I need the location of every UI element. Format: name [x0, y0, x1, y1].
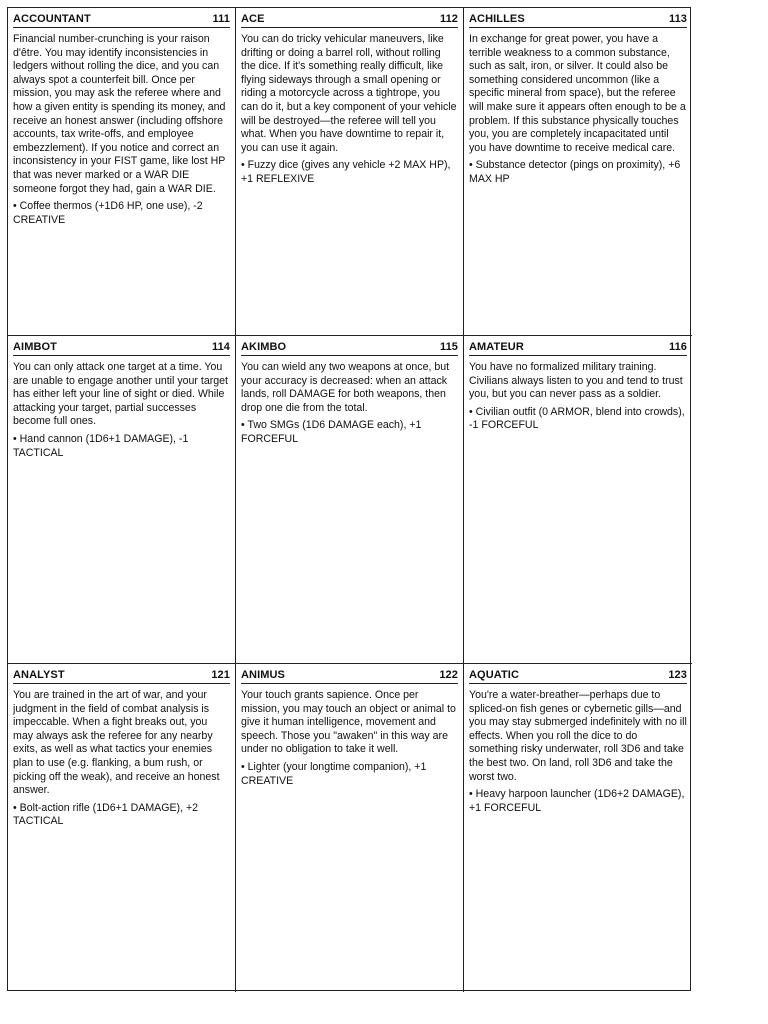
card-description: You can wield any two weapons at once, but your accuracy is decreased: when an attack lands, roll DAMAGE for both weapons, then drop one die from the total. [241, 361, 450, 414]
card-number: 111 [212, 13, 230, 25]
card-description: Financial number-crunching is your raison d'être. You may identify inconsistencies in ledgers without rolling the dice, and you can always spot a counterfeit bill. Once per mission, you may ask the referee where and how a given entity is spending its money, and receive an honest answer (including offshore accounts, tax write-offs, and employee embezzlement). If you notice and correct an inconsistency in your FIST game, like lost HP that was never marked or a WAR DIE someone forgot they had, gain a WAR DIE. [13, 33, 226, 195]
card-header [469, 341, 687, 356]
card-item: • Hand cannon (1D6+1 DAMAGE), -1 TACTICAL [13, 432, 189, 459]
card-header [469, 13, 687, 28]
card-number: 122 [439, 669, 458, 681]
card-header [13, 669, 230, 684]
card-description: In exchange for great power, you have a terrible weakness to a common substance, such as salt, iron, or silver. It could also be something considered uncommon (like a specific mineral from space), but the referee will make sure it appears often enough to be a problem. If this substance physically touches you, you are completely incapacitated until you have downtime to receive medical care. [469, 33, 686, 154]
card-description: You can do tricky vehicular maneuvers, like drifting or doing a barrel roll, without rolling the dice. If it's something really difficult, like flying sideways through a small opening or riding a motorcycle across a tightrope, you can do it, but a key component of your vehicle will be destroyed—the referee will tell you what. When you have downtime to repair it, you can use it again. [241, 33, 457, 154]
card-item: • Coffee thermos (+1D6 HP, one use), -2 CREATIVE [13, 200, 203, 226]
card-title: AKIMBO [241, 341, 287, 353]
trait-card-akimbo [236, 336, 464, 664]
card-header [241, 13, 458, 28]
card-number: 121 [211, 669, 230, 681]
card-title: ANALYST [13, 669, 65, 681]
card-item: • Substance detector (pings on proximity), +6 MAX HP [469, 159, 681, 185]
card-title: AMATEUR [469, 341, 524, 353]
card-item: • Heavy harpoon launcher (1D6+2 DAMAGE), +1 FORCEFUL [469, 788, 685, 814]
card-title: ACE [241, 13, 265, 25]
card-header [241, 669, 458, 684]
card-title: ACCOUNTANT [13, 13, 91, 25]
card-item: • Two SMGs (1D6 DAMAGE each), +1 FORCEFUL [241, 419, 422, 445]
card-item: • Fuzzy dice (gives any vehicle +2 MAX HP), +1 REFLEXIVE [241, 159, 451, 185]
trait-card-sheet [7, 7, 691, 991]
card-header [469, 669, 687, 684]
card-header [241, 341, 458, 356]
card-number: 113 [668, 13, 687, 25]
card-number: 123 [668, 669, 687, 681]
trait-card-aquatic [464, 664, 692, 992]
trait-card-accountant [8, 8, 236, 336]
card-title: AQUATIC [469, 669, 519, 681]
card-item: • Lighter (your longtime companion), +1 CREATIVE [241, 760, 427, 787]
card-title: ACHILLES [469, 13, 525, 25]
card-description: You are trained in the art of war, and your judgment in the field of combat analysis is impeccable. When a fight breaks out, you may always ask the referee for any nearby exits, as well as what tactics your enemies plan to use (e.g. flanking, a bum rush, or picking off the weak), and receive an honest answer. [13, 689, 220, 797]
card-description: You can only attack one target at a time. You are unable to engage another until your target has either left your line of sight or died. While attacking your target, partial successes become full ones. [13, 361, 228, 428]
card-header [13, 13, 230, 28]
card-description: You're a water-breather—perhaps due to spliced-on fish genes or cybernetic gills—and you may stay submerged indefinitely with no ill effects. When you roll the dice to do something risky underwater, roll 3D6 and take the best two. On land, roll 3D6 and take the worst two. [469, 689, 687, 783]
card-number: 115 [439, 341, 458, 353]
card-item: • Bolt-action rifle (1D6+1 DAMAGE), +2 TACTICAL [13, 801, 199, 828]
card-description: Your touch grants sapience. Once per mission, you may touch an object or animal to give it human intelligence, movement and speech. Those you "awaken" in this way are under no obligation to take it well. [241, 689, 456, 756]
card-number: 116 [668, 341, 687, 353]
card-title: ANIMUS [241, 669, 285, 681]
trait-card-achilles [464, 8, 692, 336]
trait-card-animus [236, 664, 464, 992]
card-header [13, 341, 230, 356]
trait-card-aimbot [8, 336, 236, 664]
card-title: AIMBOT [13, 341, 57, 353]
trait-card-ace [236, 8, 464, 336]
trait-card-amateur [464, 336, 692, 664]
card-description: You have no formalized military training. Civilians always listen to you and tend to trust you, but you can never pass as a soldier. [469, 361, 683, 401]
trait-card-analyst [8, 664, 236, 992]
card-item: • Civilian outfit (0 ARMOR, blend into crowds), -1 FORCEFUL [469, 405, 685, 432]
card-number: 112 [439, 13, 458, 25]
card-number: 114 [211, 341, 230, 353]
